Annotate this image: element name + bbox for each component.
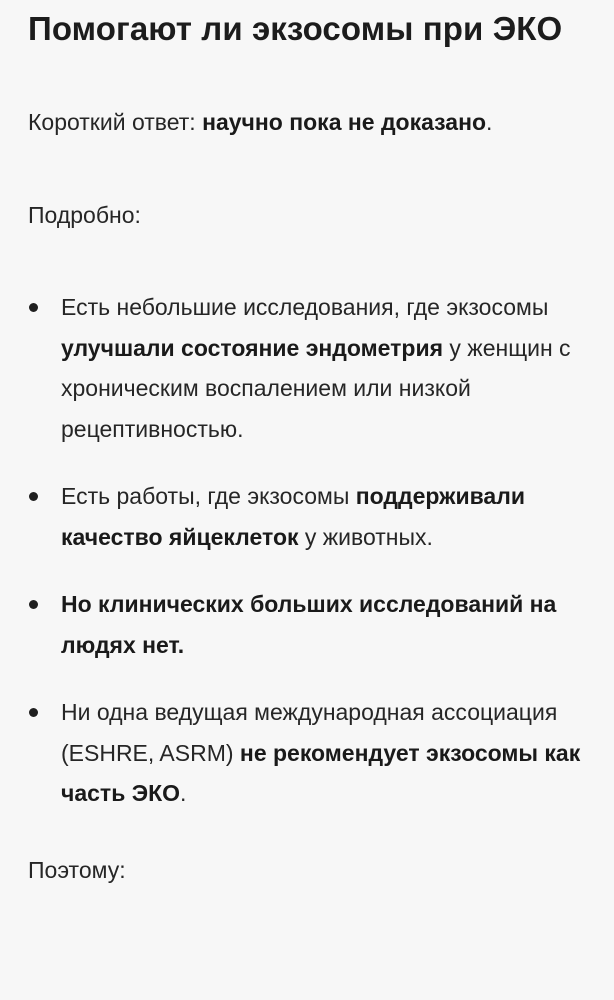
bullet-dot-icon [29,492,38,501]
bullet-text: Ни одна ведущая международная ассоциация (ESHRE, ASRM) [61,699,558,766]
bullet-list [28,287,584,814]
bullet-text: . [180,780,187,806]
bullet-text: у женщин с хроническим воспалением или низкой рецептивностью. [61,334,571,442]
list-item [28,584,584,665]
short-answer-text: научно пока не доказано [202,109,487,135]
bullet-dot-icon [29,708,38,717]
bullet-bold-text: поддерживали качество яйцеклеток [61,483,525,550]
bullet-dot-icon [29,303,38,312]
details-label: Подробно: [28,202,141,228]
bullet-dot-icon [29,600,38,609]
therefore-label: Поэтому: [28,856,126,883]
bullet-text: Есть небольшие исследования, где экзосомы [61,294,549,320]
bullet-bold-text: не рекомендует экзосомы как часть ЭКО [61,739,581,806]
short-answer [28,102,584,142]
bullet-text: Есть работы, где экзосомы [61,483,356,509]
list-item [28,287,584,449]
short-answer-end: . [486,109,493,135]
bullet-bold-text: улучшали состояние эндометрия [61,334,444,361]
bullet-bold-text: Но клинических больших исследований на людях нет. [61,591,557,658]
bullet-text: у животных. [298,523,433,550]
page-title: Помогают ли экзосомы при ЭКО [28,10,563,47]
list-item [28,476,584,557]
short-answer-label: Короткий ответ: [28,109,203,135]
list-item [28,692,584,814]
